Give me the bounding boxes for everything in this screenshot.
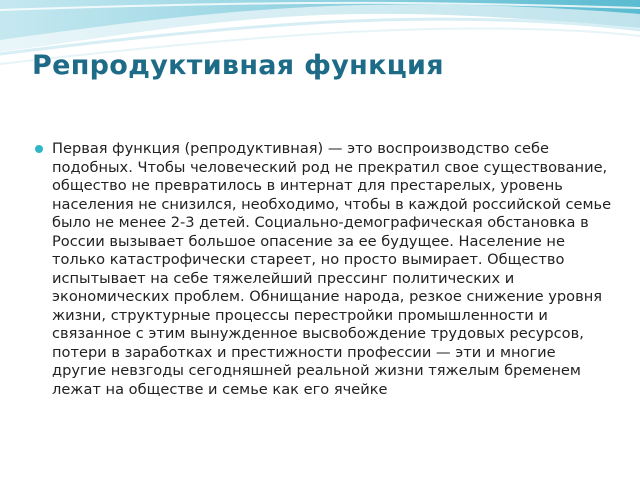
bullet-item	[34, 140, 614, 399]
bullet-text: Первая функция (репродуктивная) — это воспроизводство себе подобных. Чтобы человеческий род не прекратил свое существование, общество не превратилось в интернат для престарелых, уровень населения не снизился, необходимо, чтобы в каждой российской семье было не менее 2-3 детей. Социально-демографическая обстановка в России вызывает большое опасение за ее будущее. Население не только катастрофически стареет, но просто вымирает. Общество испытывает на себе тяжелейший прессинг политических и экономических проблем. Обнищание народа, резкое снижение уровня жизни, структурные процессы перестройки промышленности и связанное с этим вынужденное высвобождение трудовых ресурсов, потери в заработках и престижности профессии — эти и многие другие невзгоды сегодняшней реальной жизни тяжелым бременем лежат на обществе и семье как его ячейке	[52, 140, 612, 398]
slide-content	[34, 140, 614, 399]
bullet-dot-icon	[35, 145, 43, 153]
slide-title: Репродуктивная функция	[32, 50, 444, 81]
